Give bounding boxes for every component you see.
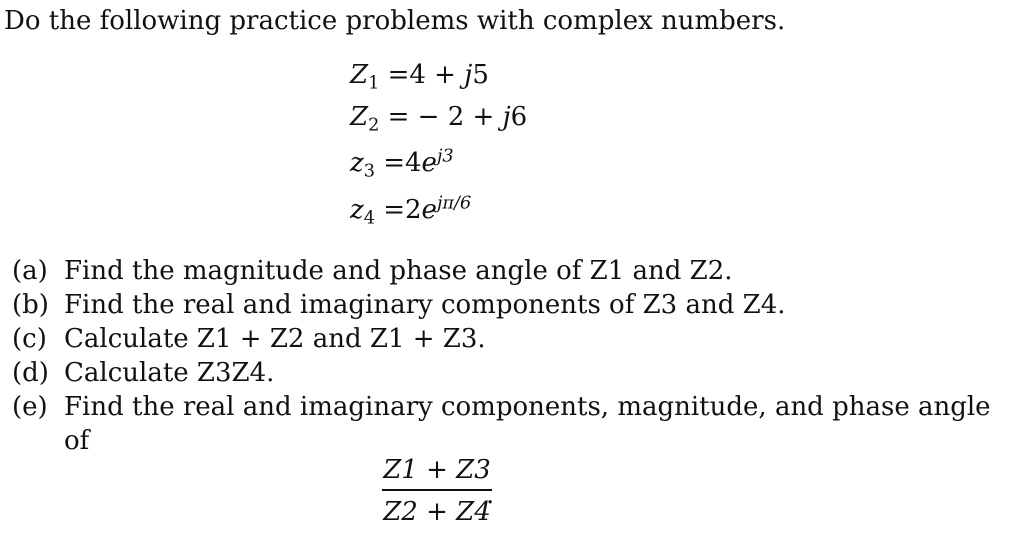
problem-e (12, 392, 991, 422)
equation-z2: $Z_2$ = − 2 + j6 (350, 102, 528, 136)
problem-text: Calculate Z1 + Z2 and Z1 + Z3. (64, 324, 486, 354)
problem-label: (c) (12, 324, 47, 354)
problem-label: (b) (12, 290, 49, 320)
instructions: Do the following practice problems with complex numbers. (4, 6, 786, 36)
problem-a (12, 256, 733, 286)
problem-d (12, 358, 274, 388)
problem-text: Calculate Z3Z4. (64, 358, 275, 388)
problem-label: (d) (12, 358, 49, 388)
problem-text: Find the magnitude and phase angle of Z1 and Z2. (64, 256, 733, 286)
fraction-bar (382, 489, 492, 491)
problem-c (12, 324, 486, 354)
problem-label: (a) (12, 256, 48, 286)
fraction-numerator: Z1 + Z3 (383, 455, 491, 485)
problem-e-continued: of (64, 426, 90, 456)
problem-text: Find the real and imaginary components of Z3 and Z4. (64, 290, 786, 320)
problem-text: Find the real and imaginary components, magnitude, and phase angle (64, 392, 991, 422)
problem-b (12, 290, 786, 320)
equation-z3: $z_3 =4e^{j3}$ (350, 146, 454, 182)
fraction-expression (382, 455, 495, 527)
equation-z4: $z_4 =2e^{j\pi/6}$ (350, 193, 472, 229)
problem-label: (e) (12, 392, 48, 422)
fraction-denominator: Z2 + Z4 (383, 497, 491, 527)
equation-z1: $Z_1 =4 + j5$ (350, 60, 489, 94)
fraction-period: . (486, 480, 495, 510)
